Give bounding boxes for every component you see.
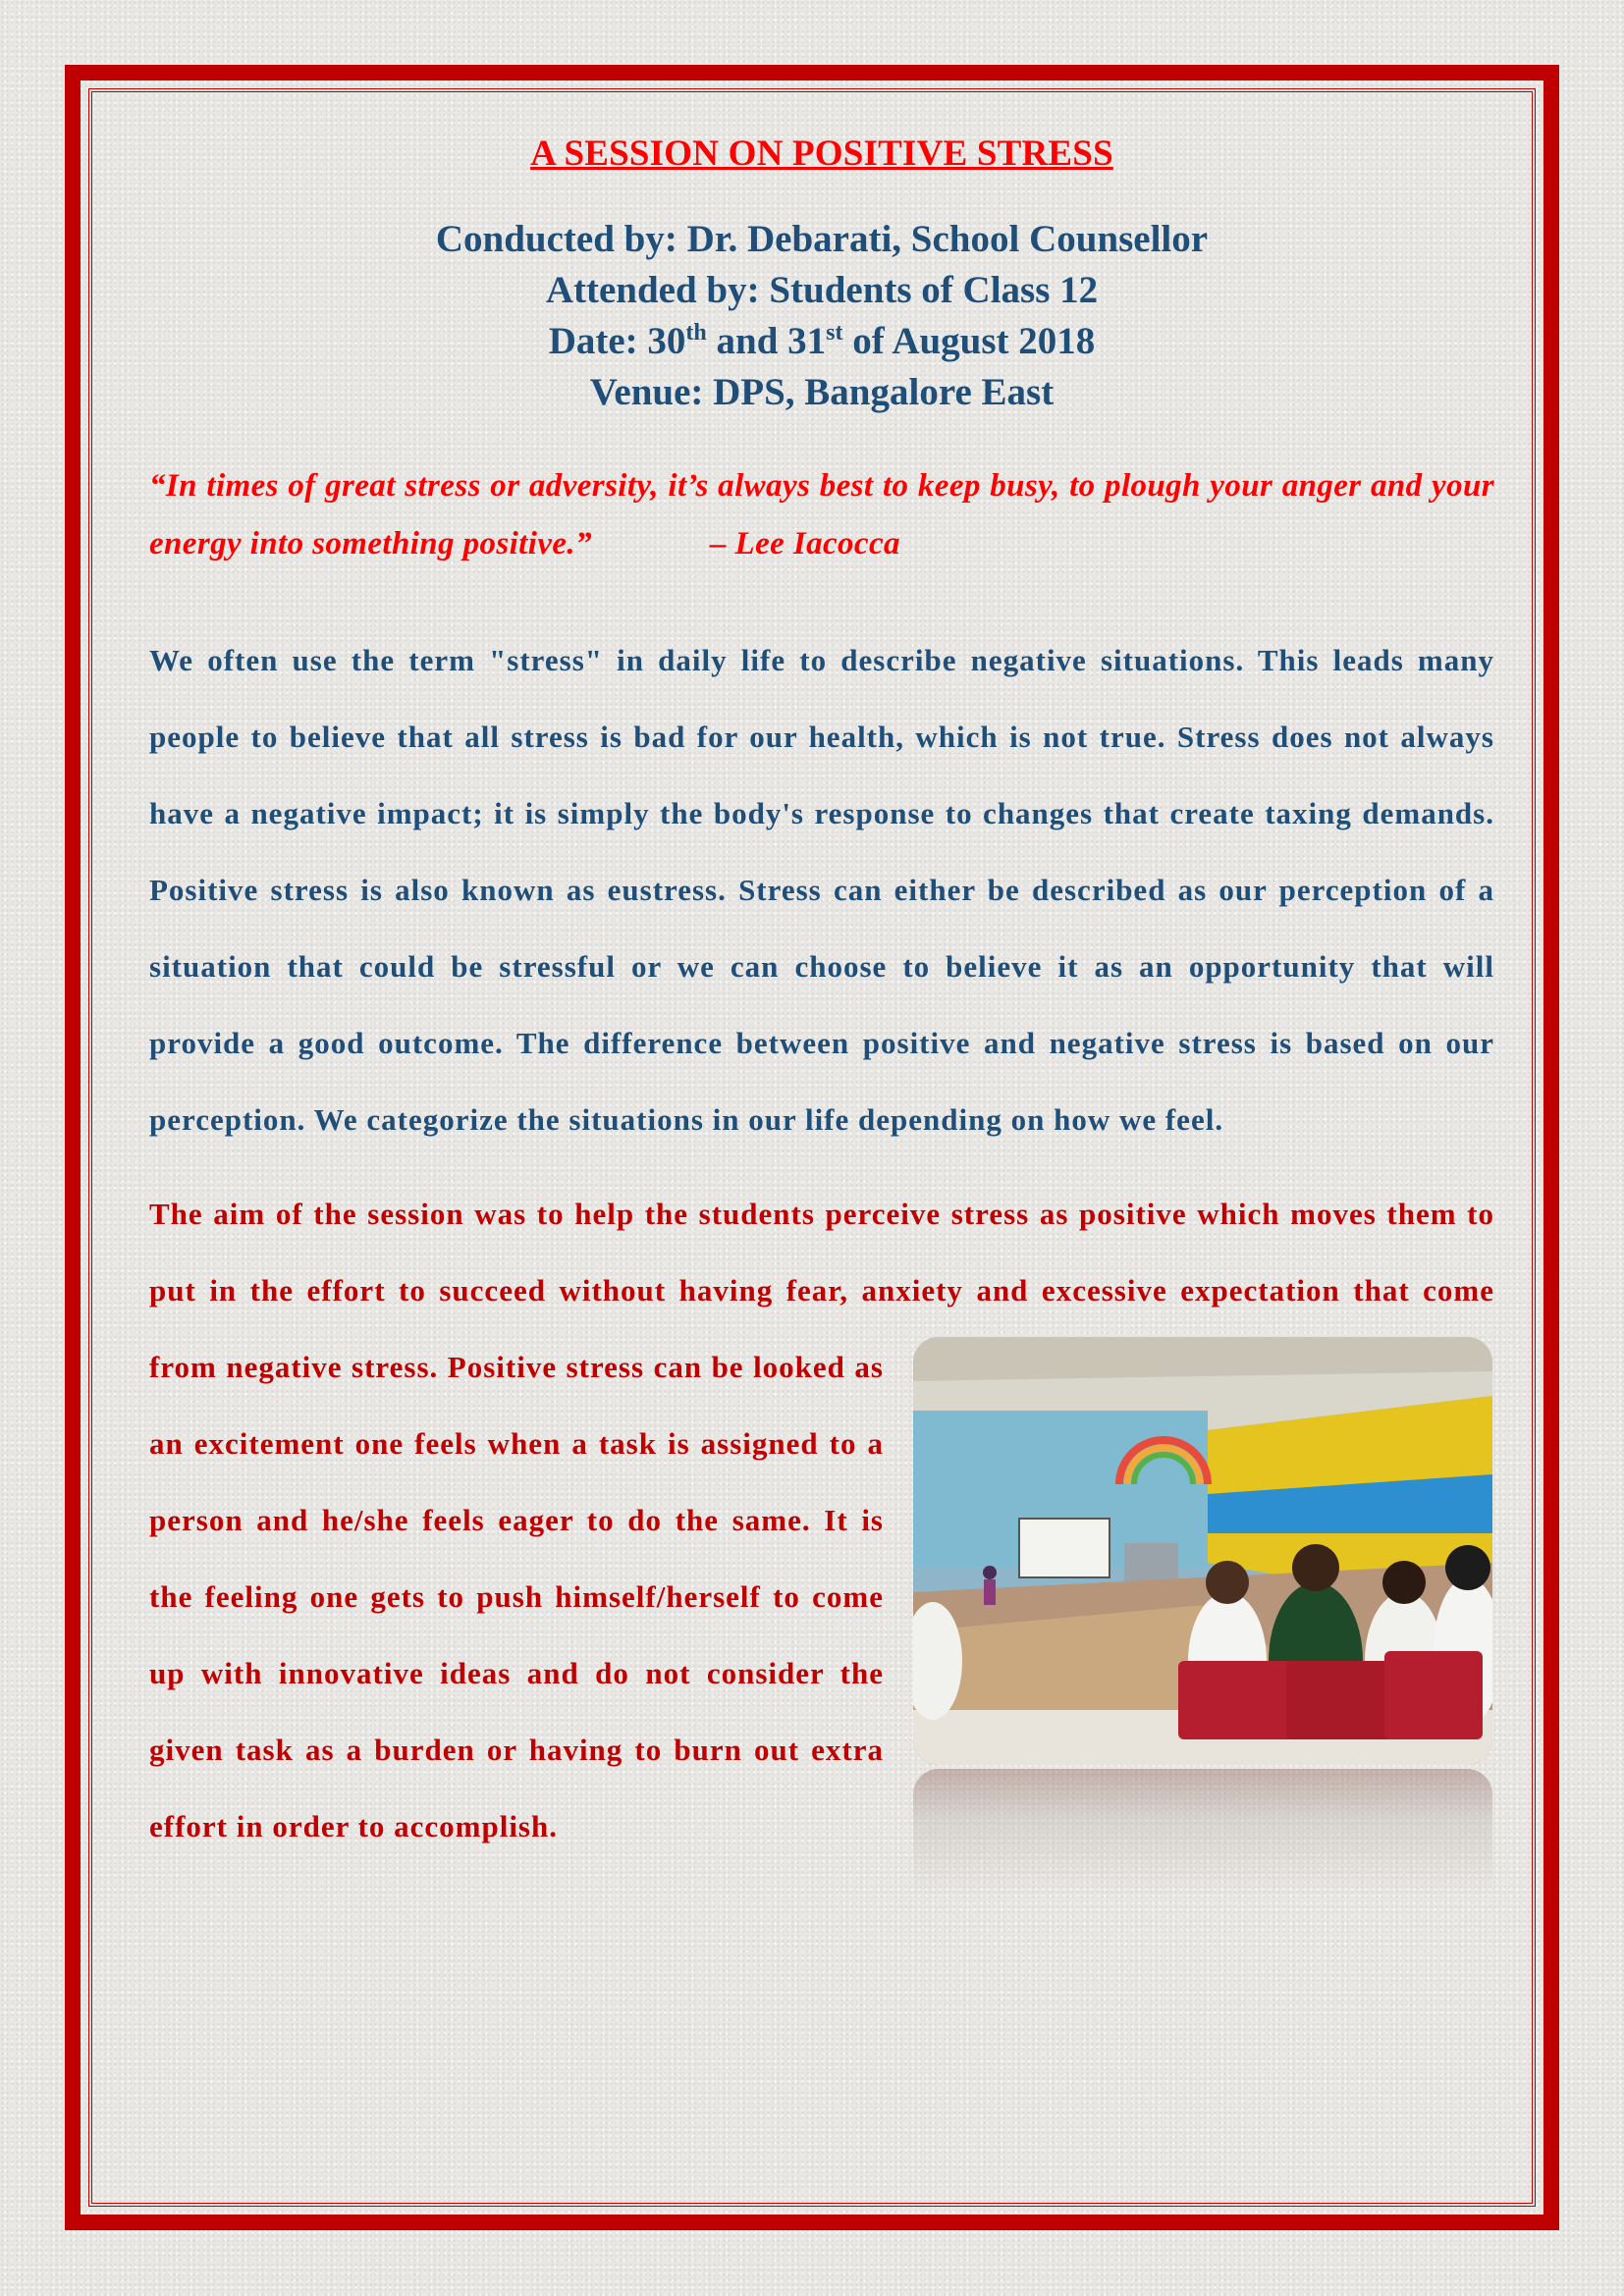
date-sup-th: th <box>685 320 707 346</box>
quote-text: “In times of great stress or adversity, it’s always best to keep busy, to plough your anger and your energy into something positive.” <box>149 468 1494 561</box>
aim-paragraph-rest: and excessive expectation that come from negative stress. Positive stress can be looked as an excitement one feels when a task is assigned to a person and he/she feels eager to do the same. It is the feeling one gets to push himself/herself to come up with innovative ideas and do not consider the given task as a burden or having to burn out extra effort in order to accomplish. <box>149 1273 1495 1843</box>
document-title: A SESSION ON POSITIVE STRESS <box>530 133 1113 174</box>
conducted-by: Conducted by: Dr. Debarati, School Counsellor <box>435 218 1209 260</box>
quote-author: – Lee Iacocca <box>709 526 900 561</box>
session-date <box>149 316 1494 367</box>
aim-paragraph-start: The aim of the session was to help the students perceive stress as positive which moves them to put in the effort to succeed without having fear, anxiety <box>149 1197 1494 1308</box>
classroom-photo <box>913 1337 1492 1765</box>
attended-by: Attended by: Students of Class 12 <box>545 269 1099 311</box>
date-prefix: Date: 30 <box>548 320 686 362</box>
date-sup-st: st <box>826 320 843 346</box>
aim-paragraph <box>149 1176 1494 1865</box>
venue: Venue: DPS, Bangalore East <box>589 371 1055 413</box>
photo-reflection <box>913 1769 1492 1896</box>
intro-paragraph: We often use the term "stress" in daily life to describe negative situations. This leads many people to believe that all stress is bad for our health, which is not true. Stress does not always have a negative impact; it is simply the body's response to changes that create taxing demands. Positive stress is also known as eustress. Stress can either be described as our perception of a situation that could be stressful or we can choose to believe it as an opportunity that will provide a good outcome. The difference between positive and negative stress is based on our perception. We categorize the situations in our life depending on how we feel. <box>149 643 1494 1137</box>
session-photo <box>913 1337 1494 1798</box>
quote <box>149 457 1494 573</box>
date-suffix: of August 2018 <box>842 320 1096 362</box>
document-content <box>149 133 1494 1865</box>
date-mid: and 31 <box>706 320 827 362</box>
